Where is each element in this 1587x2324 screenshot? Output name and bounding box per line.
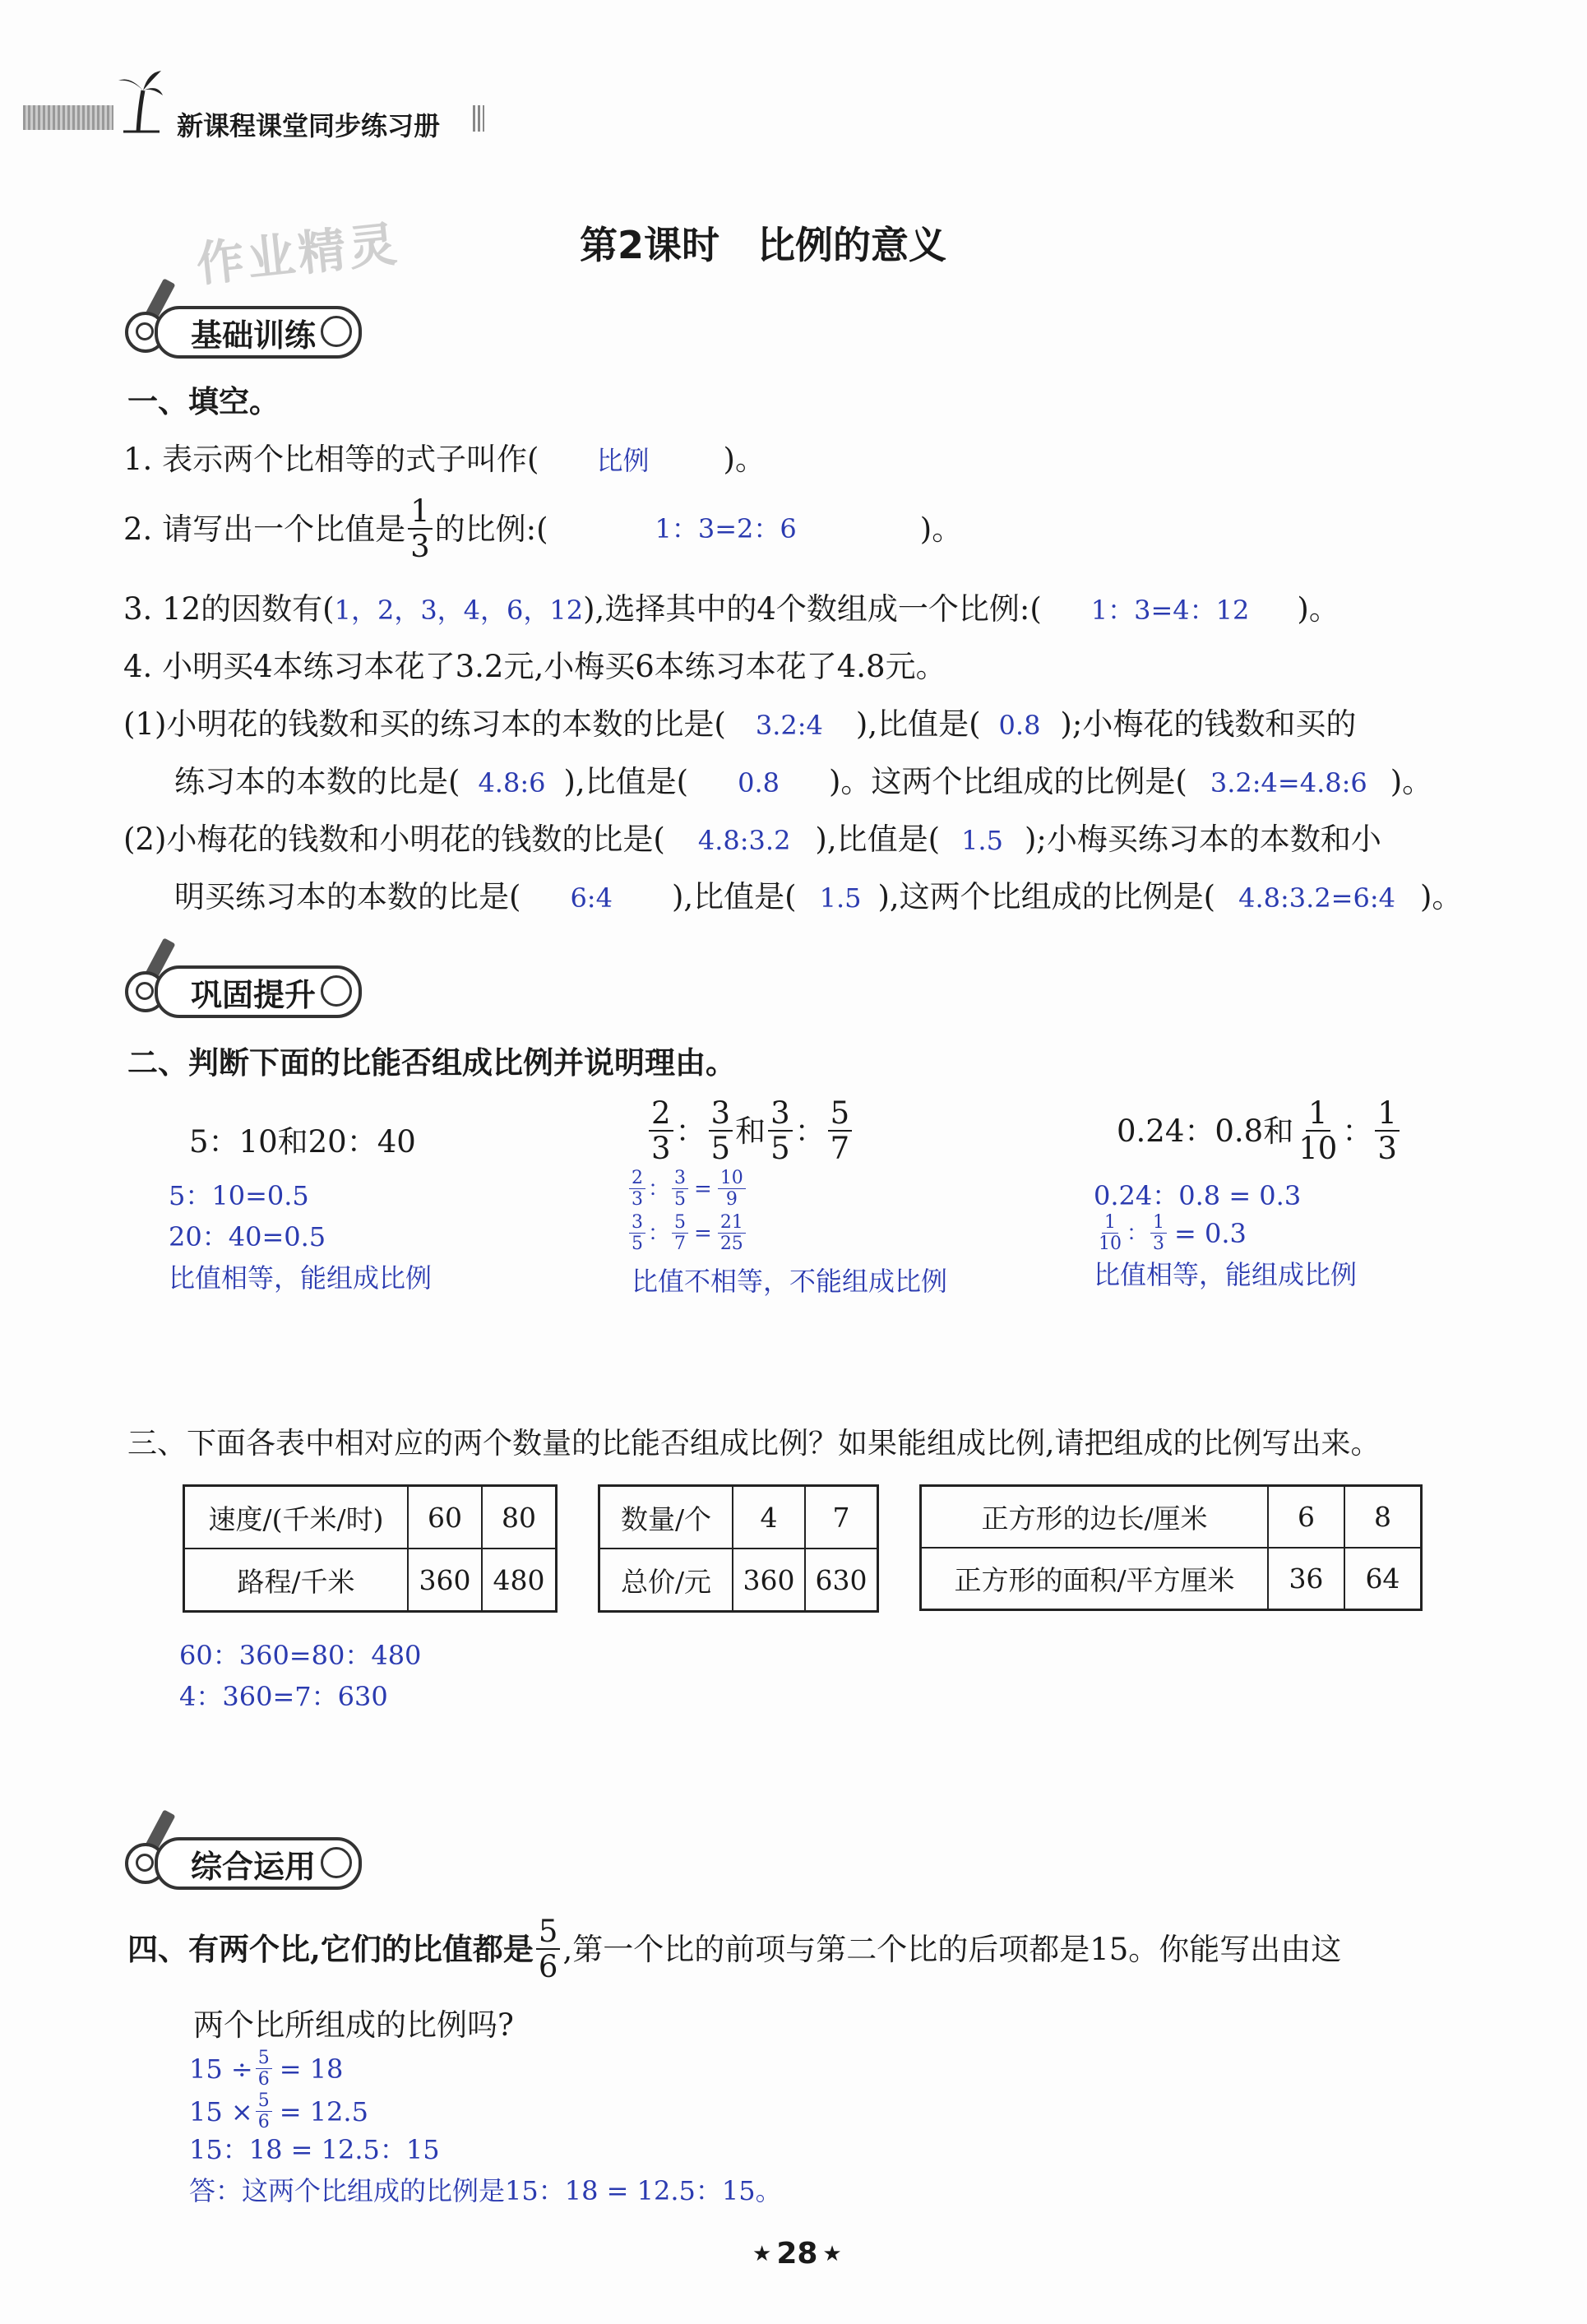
q4-2-line2: 明买练习本的本数的比是( 6:4 ),比值是( 1.5 ),这两个比组成的比例是( 4.8:3.2=6:4 )。 [174,879,1463,914]
p2-item3-a3: 比值相等，能组成比例 [1094,1259,1358,1290]
p2-item2-a1: $\frac{2}{3}$ ： $\frac{3}{5}$ = $\frac{10}{9}$ [627,1169,748,1209]
p2-item3-a2: $\frac{1}{10}$ ： $\frac{1}{3}$ = 0.3 [1099,1212,1247,1254]
q4-1-ans4: 0.8 [738,767,780,799]
table-row: 速度/(千米/时) 60 80 [184,1486,557,1549]
table-row: 总价/元 360 630 [599,1549,878,1612]
header-stripe [23,105,113,130]
q4-2-ans4: 1.5 [819,882,862,914]
section-consolidate-label: 巩固提升 [155,965,362,1018]
q4-2-ans2: 1.5 [961,825,1003,856]
part4-heading: 四、有两个比,它们的比值都是 $\frac{5}{6}$ ,第一个比的前项与第二个比的后项都是15。你能写出由这 [127,1914,1342,1984]
q4-1-ans1: 3.2:4 [755,710,823,741]
header-divider [473,105,484,132]
p2-item2-question: $\frac{2}{3}$ ： $\frac{3}{5}$ 和 $\frac{3}{5}$ ： $\frac{5}{7}$ [646,1098,854,1164]
q4-1-ans3: 4.8:6 [478,767,546,799]
part1-heading: 一、填空。 [127,383,280,419]
q2-answer: 1：3=2：6 [655,513,797,544]
part3-heading: 三、下面各表中相对应的两个数量的比能否组成比例？如果能组成比例,请把组成的比例写出来。 [127,1427,1381,1461]
q4-2-ans1: 4.8:3.2 [697,825,791,856]
q4-1-ans2: 0.8 [998,710,1041,741]
p4-line3: 15：18 = 12.5：15 [189,2134,440,2165]
table-row: 数量/个 4 7 [599,1486,878,1549]
q4-1-ans5: 3.2:4=4.8:6 [1210,767,1367,799]
p2-item1-a1: 5：10=0.5 [169,1180,309,1211]
table-speed-distance [183,1484,558,1613]
table-square [919,1484,1423,1611]
q2-fraction: $\frac{1}{3}$ [408,496,433,562]
section-comprehensive [125,1837,362,1890]
section-basic [125,306,362,359]
section-consolidate [125,965,362,1018]
part4-heading-cont: 两个比所组成的比例吗? [193,2007,514,2043]
part2-heading: 二、判断下面的比能否组成比例并说明理由。 [127,1044,736,1081]
p4-line4: 答：这两个比组成的比例是15：18 = 12.5：15。 [189,2175,782,2206]
p3-answer-2: 4：360=7：630 [179,1681,388,1712]
p4-line1: 15 ÷ $\frac{5}{6}$ = 18 [189,2048,344,2090]
p2-item1-a3: 比值相等，能组成比例 [169,1262,433,1294]
q3-answer-b: 1：3=4：12 [1090,595,1250,626]
table-row: 正方形的面积/平方厘米 36 64 [921,1548,1422,1610]
q4-2-ans5: 4.8:3.2=6:4 [1238,882,1395,914]
star-icon: ★ [752,2241,772,2266]
watermark: 作业精灵 [193,215,403,293]
table-quantity-price [598,1484,879,1613]
series-title: 新课程课堂同步练习册 [177,110,441,141]
page-number: ★ 28 ★ [752,2237,842,2271]
q4-1-line2: 练习本的本数的比是( 4.8:6 ),比值是( 0.8 )。这两个比组成的比例是( 3.2:4=4.8:6 )。 [174,764,1433,799]
q3-answer-a: 1，2，3，4，6，12 [334,595,584,626]
lesson-title: 第2课时 比例的意义 [580,223,947,267]
p2-item1-a2: 20：40=0.5 [169,1221,326,1252]
section-basic-label: 基础训练 [155,306,362,359]
p2-item3-question: 0.24：0.8和 $\frac{1}{10}$ ： $\frac{1}{3}$ [1117,1098,1402,1164]
p4-line2: 15 × $\frac{5}{6}$ = 12.5 [189,2090,368,2132]
table-row: 路程/千米 360 480 [184,1549,557,1612]
star-icon: ★ [822,2241,842,2266]
table-row: 正方形的边长/厘米 6 8 [921,1486,1422,1549]
q4-1-line1: (1)小明花的钱数和买的练习本的本数的比是( 3.2:4 ),比值是( 0.8 );小梅花的钱数和买的 [123,706,1357,742]
p2-item3-a1: 0.24：0.8 = 0.3 [1094,1180,1302,1211]
q1-answer: 比例 [596,445,650,476]
p2-item2-a3: 比值不相等，不能组成比例 [632,1266,948,1297]
q4-2-line1: (2)小梅花的钱数和小明花的钱数的比是( 4.8:3.2 ),比值是( 1.5 );小梅买练习本的本数和小 [123,822,1381,857]
p2-item2-a2: $\frac{3}{5}$ ： $\frac{5}{7}$ = $\frac{21}{25}$ [627,1214,748,1253]
p3-answer-1: 60：360=80：480 [179,1640,422,1671]
q2: 2. 请写出一个比值是 $\frac{1}{3}$ 的比例:( 1：3=2：6 )。 [123,493,963,564]
section-comprehensive-label: 综合运用 [155,1837,362,1890]
p2-item1-question: 5：10和20：40 [189,1124,416,1160]
q3: 3. 12的因数有(1，2，3，4，6，12),选择其中的4个数组成一个比例:( 1：3=4：12 )。 [123,591,1339,627]
q4-2-ans3: 6:4 [570,882,613,914]
palm-tree-icon [115,66,164,133]
q4: 4. 小明买4本练习本花了3.2元,小梅买6本练习本花了4.8元。 [123,649,946,684]
q1: 1. 表示两个比相等的式子叫作( 比例 )。 [123,442,766,477]
